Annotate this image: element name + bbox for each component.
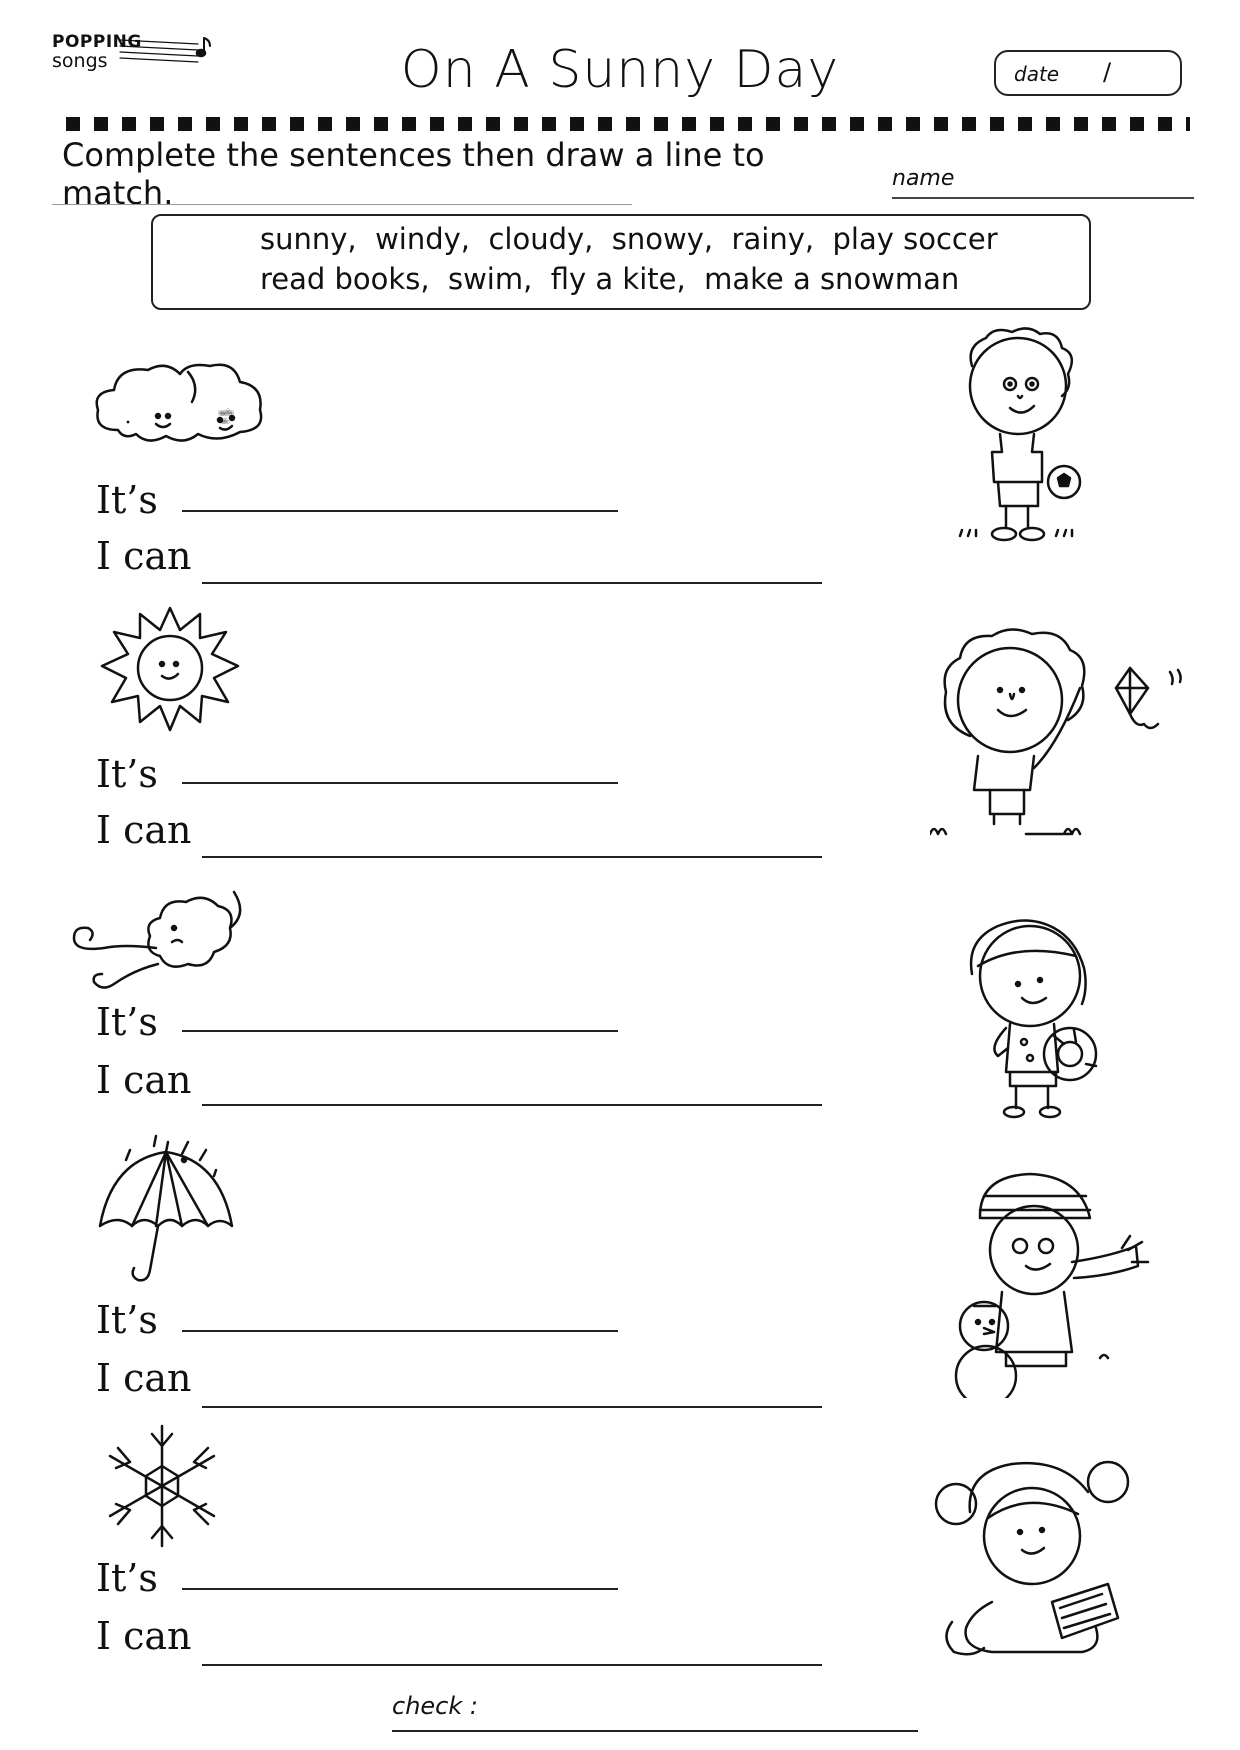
checker-square (472, 117, 486, 131)
checker-square (178, 117, 192, 131)
checker-square (836, 117, 850, 131)
checker-square (1130, 117, 1144, 131)
checker-square (150, 117, 164, 131)
snowman-boy-picture (940, 1166, 1162, 1398)
checker-square (1018, 117, 1032, 131)
cloud-icon (88, 352, 268, 452)
checker-square (682, 117, 696, 131)
checker-square (66, 117, 80, 131)
check-field[interactable] (392, 1730, 918, 1732)
checker-square (864, 117, 878, 131)
checker-square (164, 117, 178, 131)
checker-square (710, 117, 724, 131)
ican-answer-line-5[interactable] (202, 1664, 822, 1666)
checker-square (458, 117, 472, 131)
checker-square (290, 117, 304, 131)
checker-square (374, 117, 388, 131)
reading-girl-picture (932, 1452, 1136, 1668)
ican-answer-line-3[interactable] (202, 1104, 822, 1106)
its-answer-line-5[interactable] (182, 1588, 618, 1590)
instructions-underline (52, 204, 632, 205)
swim-boy-picture (958, 916, 1138, 1126)
checker-square (990, 117, 1004, 131)
checker-square (388, 117, 402, 131)
word-bank-row-2: read books, swim, fly a kite, make a snowman (260, 262, 960, 296)
checker-square (948, 117, 962, 131)
its-prompt-3: It’s (96, 1000, 158, 1044)
checker-square (402, 117, 416, 131)
checker-square (444, 117, 458, 131)
checker-square (1046, 117, 1060, 131)
its-answer-line-1[interactable] (182, 510, 618, 512)
checker-square (766, 117, 780, 131)
checker-square (598, 117, 612, 131)
checker-square (1060, 117, 1074, 131)
checker-square (346, 117, 360, 131)
logo-popping: POPPING (52, 32, 142, 52)
soccer-boy-picture (950, 326, 1120, 556)
checker-square (976, 117, 990, 131)
its-prompt-5: It’s (96, 1556, 158, 1600)
wind-icon (64, 888, 244, 998)
checker-square (80, 117, 94, 131)
snowflake-icon (102, 1422, 222, 1552)
its-answer-line-2[interactable] (182, 782, 618, 784)
checker-square (654, 117, 668, 131)
checker-square (1088, 117, 1102, 131)
checker-square (556, 117, 570, 131)
page-title: On A Sunny Day (400, 40, 840, 100)
ican-answer-line-2[interactable] (202, 856, 822, 858)
checker-square (1004, 117, 1018, 131)
checker-square (584, 117, 598, 131)
checker-square (934, 117, 948, 131)
checker-square (108, 117, 122, 131)
checker-square (850, 117, 864, 131)
checker-square (794, 117, 808, 131)
checker-square (192, 117, 206, 131)
checker-square (500, 117, 514, 131)
ican-prompt-4: I can (96, 1356, 192, 1400)
ican-prompt-2: I can (96, 808, 192, 852)
kite-girl-picture (930, 628, 1194, 848)
instructions: Complete the sentences then draw a line to match. (62, 136, 765, 212)
checker-square (94, 117, 108, 131)
check-label: check : (392, 1692, 478, 1720)
checker-square (1116, 117, 1130, 131)
checker-square (570, 117, 584, 131)
checker-square (528, 117, 542, 131)
checker-square (892, 117, 906, 131)
checker-square (318, 117, 332, 131)
ican-prompt-1: I can (96, 534, 192, 578)
checker-square (430, 117, 444, 131)
name-label: name (892, 166, 955, 191)
checker-square (304, 117, 318, 131)
checker-square (542, 117, 556, 131)
checker-square (1074, 117, 1088, 131)
its-prompt-4: It’s (96, 1298, 158, 1342)
checker-square (738, 117, 752, 131)
ican-answer-line-1[interactable] (202, 582, 822, 584)
its-prompt-1: It’s (96, 478, 158, 522)
checker-square (1102, 117, 1116, 131)
date-separator: / (1103, 58, 1112, 86)
checker-square (752, 117, 766, 131)
checker-square (920, 117, 934, 131)
checker-square (136, 117, 150, 131)
checker-square (262, 117, 276, 131)
its-answer-line-3[interactable] (182, 1030, 618, 1032)
checker-square (276, 117, 290, 131)
checker-square (416, 117, 430, 131)
checker-square (360, 117, 374, 131)
checker-square (234, 117, 248, 131)
umbrella-icon (96, 1130, 246, 1290)
checker-square (780, 117, 794, 131)
checker-square (808, 117, 822, 131)
checker-square (248, 117, 262, 131)
ican-prompt-3: I can (96, 1058, 192, 1102)
checker-square (1186, 117, 1190, 131)
sun-icon (100, 606, 240, 734)
checker-square (206, 117, 220, 131)
checker-square (1158, 117, 1172, 131)
checker-square (822, 117, 836, 131)
checker-square (1144, 117, 1158, 131)
checker-square (332, 117, 346, 131)
checker-square (626, 117, 640, 131)
checker-square (878, 117, 892, 131)
checker-square (668, 117, 682, 131)
name-field[interactable] (892, 197, 1194, 199)
checker-square (220, 117, 234, 131)
date-label: date (1014, 62, 1060, 86)
checker-square (612, 117, 626, 131)
checker-square (486, 117, 500, 131)
checker-square (514, 117, 528, 131)
its-prompt-2: It’s (96, 752, 158, 796)
checker-square (724, 117, 738, 131)
checker-square (1032, 117, 1046, 131)
checker-square (696, 117, 710, 131)
ican-answer-line-4[interactable] (202, 1406, 822, 1408)
checker-square (640, 117, 654, 131)
ican-prompt-5: I can (96, 1614, 192, 1658)
checker-square (1172, 117, 1186, 131)
checker-square (962, 117, 976, 131)
logo-songs: songs (52, 50, 108, 72)
checkered-divider (66, 117, 1190, 131)
word-bank-row-1: sunny, windy, cloudy, snowy, rainy, play soccer (260, 222, 998, 256)
checker-square (906, 117, 920, 131)
its-answer-line-4[interactable] (182, 1330, 618, 1332)
checker-square (122, 117, 136, 131)
